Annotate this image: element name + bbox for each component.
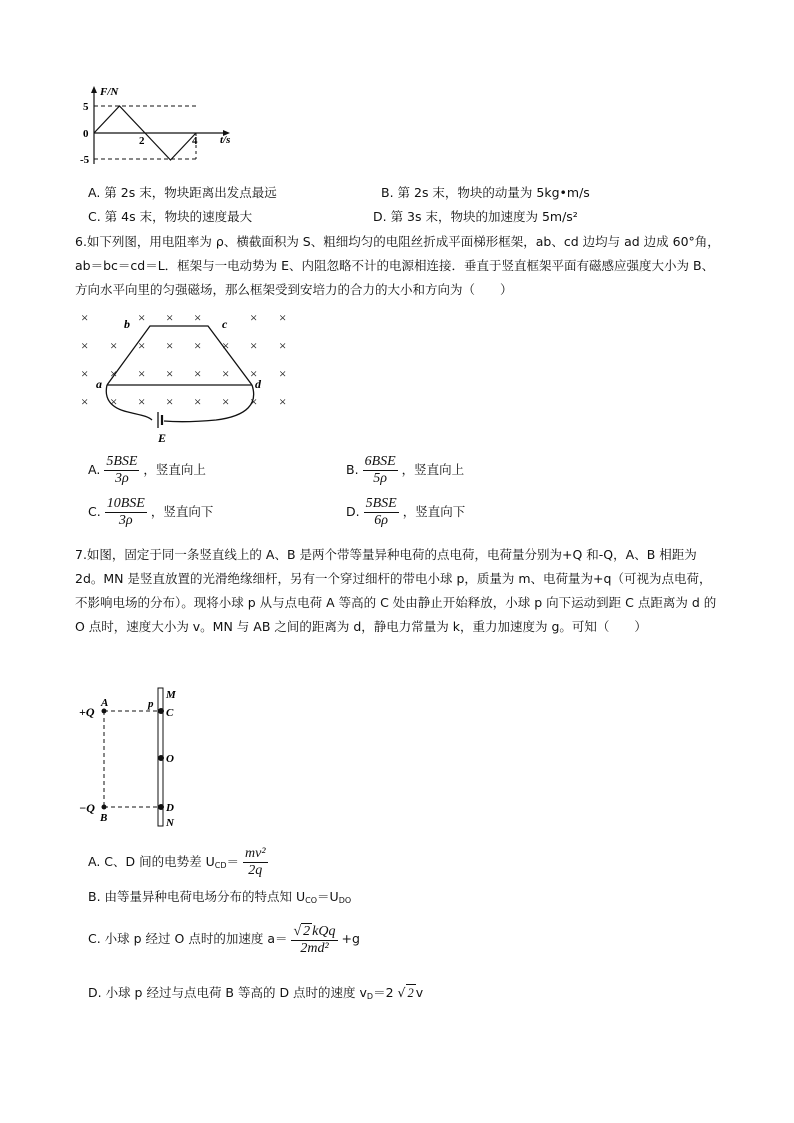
q5-option-a: A. 第 2s 末，物块距离出发点最远	[88, 185, 277, 200]
tick-x-4: 4	[192, 135, 198, 147]
tick-y-5: 5	[83, 101, 89, 113]
q7-option-b: B. 由等量异种电荷电场分布的特点知 $U_{CO}=U_{DO}$	[88, 889, 352, 905]
label-p: p	[148, 698, 154, 710]
q7-option-c: C. 小球 p 经过 O 点时的加速度 a＝ $\frac{\text{√ 2 kQq}}{\text{2md²}}$ +g	[88, 923, 360, 956]
point-D	[158, 804, 164, 810]
q7-option-d: D. 小球 p 经过与点电荷 B 等高的 D 点时的速度 $v_D=2$ √ 2 v	[88, 985, 424, 1001]
q7-option-a: A. C、D 间的电势差 $U_{CD}=$ $\frac{\text{mv²}}{2q}$	[88, 846, 266, 878]
field-cross: ×	[138, 366, 146, 381]
label-b: b	[124, 317, 130, 331]
y-axis-arrow	[91, 86, 97, 93]
tick-origin: 0	[83, 128, 89, 140]
label-plusQ: +Q	[79, 705, 95, 719]
field-cross: ×	[166, 394, 174, 409]
field-cross: ×	[110, 366, 118, 381]
field-cross: ×	[138, 338, 146, 353]
field-cross: ×	[81, 394, 89, 409]
q5-option-c: C. 第 4s 末，物块的速度最大	[88, 209, 253, 224]
label-D: D	[166, 802, 174, 814]
point-C	[158, 708, 164, 714]
field-cross: ×	[250, 310, 258, 325]
field-cross: ×	[81, 310, 89, 325]
label-B: B	[100, 812, 108, 824]
q6-c-fraction: $\frac{\text{10BSE}}{3\rho}$	[106, 496, 145, 528]
tick-x-2: 2	[139, 135, 145, 147]
label-a: a	[96, 377, 102, 391]
q5-option-b: B. 第 2s 末，物块的动量为 5kg•m/s	[381, 185, 590, 200]
field-cross: ×	[194, 338, 202, 353]
q7-a-fraction: $\frac{\text{mv²}}{2q}$	[245, 846, 266, 878]
tick-y-neg5: -5	[80, 154, 90, 166]
field-cross: ×	[250, 394, 258, 409]
field-cross: ×	[279, 366, 287, 381]
field-cross: ×	[279, 338, 287, 353]
label-minusQ: −Q	[79, 801, 95, 815]
field-cross: ×	[194, 394, 202, 409]
field-cross: ×	[222, 394, 230, 409]
magnetic-field-crosses	[81, 310, 286, 409]
label-O: O	[166, 753, 174, 765]
field-cross: ×	[138, 394, 146, 409]
label-E: E	[158, 431, 167, 445]
q6-stem: 6.如下列图，用电阻率为 ρ、横截面积为 S、粗细均匀的电阻丝折成平面梯形框架，ab、cd 边均与 ad 边成 60°角，ab＝bc＝cd＝L．框架与一电动势为 E、内阻忽略不计的电源相连接．垂直于竖直框架平面有磁感应强度大小为 B、方向水平向里的匀强磁场，那么框架受到安培力的合力的大小和方向为（ ）	[75, 234, 720, 297]
field-cross: ×	[81, 366, 89, 381]
label-d: d	[255, 377, 261, 391]
field-cross: ×	[110, 394, 118, 409]
q7-stem: 7.如图，固定于同一条竖直线上的 A、B 是两个带等量异种电荷的点电荷，电荷量分别为+Q 和-Q，A、B 相距为 2d。MN 是竖直放置的光滑绝缘细杆，另有一个穿过细杆的带电小球 p，质量为 m、电荷量为+q（可视为点电荷，不影响电场的分布）。现将小球 p 从与点电荷 A 等高的 C 处由静止开始释放，小球 p 向下运动到距 C 点距离为 d 的 O 点时，速度大小为 v。MN 与 AB 之间的距离为 d，静电力常量为 k，重力加速度为 g。可知（ ）	[75, 547, 717, 634]
charge-A	[102, 709, 107, 714]
field-cross: ×	[250, 366, 258, 381]
field-cross: ×	[166, 310, 174, 325]
field-cross: ×	[279, 310, 287, 325]
q6-option-c: C. $\frac{\text{10BSE}}{3\rho}$ ，竖直向下	[88, 496, 214, 528]
q7-c-fraction: $\frac{\text{√ 2 kQq}}{\text{2md²}}$	[293, 923, 336, 956]
field-cross: ×	[110, 338, 118, 353]
field-cross: ×	[194, 366, 202, 381]
label-A: A	[101, 697, 109, 709]
trapezoid-frame	[107, 326, 252, 385]
point-O	[158, 755, 164, 761]
field-cross: ×	[222, 366, 230, 381]
q6-b-fraction: $\frac{\text{6BSE}}{5\rho}$	[364, 454, 396, 486]
q5-option-d: D. 第 3s 末，物块的加速度为 5m/s²	[373, 209, 578, 224]
field-cross: ×	[279, 394, 287, 409]
field-cross: ×	[81, 338, 89, 353]
field-cross: ×	[166, 366, 174, 381]
q6-option-a: A. $\frac{\text{5BSE}}{3\rho}$ ，竖直向上	[88, 454, 206, 486]
label-c: c	[222, 317, 228, 331]
label-C: C	[166, 707, 174, 719]
field-cross: ×	[166, 338, 174, 353]
circuit-wire-right	[164, 385, 254, 422]
field-cross: ×	[222, 338, 230, 353]
ylabel: F/N	[100, 86, 119, 98]
q6-d-fraction: $\frac{\text{5BSE}}{6\rho}$	[365, 496, 397, 528]
field-cross: ×	[138, 310, 146, 325]
q6-option-b: B. $\frac{\text{6BSE}}{5\rho}$ ，竖直向上	[346, 454, 465, 486]
trapezoid-frame-figure	[76, 308, 296, 448]
field-cross: ×	[250, 338, 258, 353]
charges-rod-figure	[76, 682, 196, 832]
charge-B	[102, 805, 107, 810]
label-M: M	[166, 689, 176, 701]
xlabel: t/s	[220, 134, 231, 146]
q6-a-fraction: $\frac{\text{5BSE}}{3\rho}$	[106, 454, 138, 486]
q6-option-d: D. $\frac{\text{5BSE}}{6\rho}$ ，竖直向下	[346, 496, 466, 528]
force-time-graph	[78, 84, 248, 170]
field-cross: ×	[194, 310, 202, 325]
label-N: N	[166, 817, 174, 829]
